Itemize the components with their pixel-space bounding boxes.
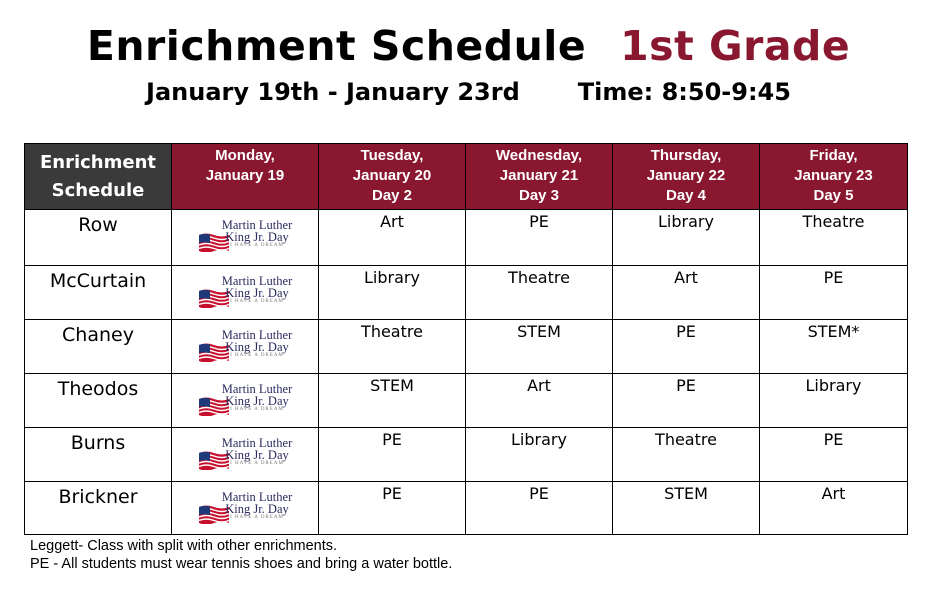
activity-cell: Library xyxy=(319,266,466,320)
corner-line: Enrichment xyxy=(39,151,157,173)
day-header-thursday xyxy=(613,144,760,210)
table-row xyxy=(25,482,908,535)
day-header-friday xyxy=(760,144,908,210)
activity-cell: Art xyxy=(613,266,760,320)
activity-cell: PE xyxy=(613,374,760,428)
page-title xyxy=(0,22,937,70)
corner-line: Schedule xyxy=(51,179,145,201)
activity-cell: STEM* xyxy=(760,320,908,374)
activity-cell: PE xyxy=(760,266,908,320)
activity-cell: PE xyxy=(466,482,613,535)
day-header-line: January 22 xyxy=(646,167,726,184)
holiday-tagline: I HAVE A DREAM xyxy=(230,407,284,412)
holiday-line: Martin Luther xyxy=(221,274,293,288)
day-header-line: January 20 xyxy=(352,167,432,184)
activity-cell: PE xyxy=(319,482,466,535)
teacher-name: Chaney xyxy=(25,320,172,374)
footnote: Leggett- Class with split with other enrichments. xyxy=(30,538,338,554)
holiday-cell xyxy=(172,266,319,320)
holiday-tagline: I HAVE A DREAM xyxy=(230,299,284,304)
table-header-row xyxy=(25,144,908,210)
day-header-line: January 19 xyxy=(205,167,285,184)
holiday-label xyxy=(208,437,306,467)
holiday-line: Martin Luther xyxy=(221,490,293,504)
activity-cell: PE xyxy=(319,428,466,482)
day-header-line: Day 2 xyxy=(371,187,413,204)
date-range: January 19th - January 23rd xyxy=(146,78,520,106)
activity-cell: Art xyxy=(319,210,466,266)
day-header-line: January 23 xyxy=(794,167,873,184)
activity-cell: Theatre xyxy=(319,320,466,374)
holiday-tagline: I HAVE A DREAM xyxy=(230,353,284,358)
holiday-line: Martin Luther xyxy=(221,382,293,396)
footnotes xyxy=(30,537,452,573)
holiday-line: King Jr. Day xyxy=(225,502,289,516)
mlk-day-logo xyxy=(172,428,318,480)
schedule-table xyxy=(24,143,908,535)
teacher-name: Theodos xyxy=(25,374,172,428)
activity-cell: Theatre xyxy=(466,266,613,320)
holiday-tagline: I HAVE A DREAM xyxy=(230,243,284,248)
teacher-name: Burns xyxy=(25,428,172,482)
table-row xyxy=(25,374,908,428)
holiday-cell xyxy=(172,320,319,374)
mlk-day-logo xyxy=(172,320,318,372)
activity-cell: STEM xyxy=(466,320,613,374)
holiday-label xyxy=(208,219,306,249)
activity-cell: Art xyxy=(466,374,613,428)
holiday-label xyxy=(208,383,306,413)
activity-cell: Library xyxy=(613,210,760,266)
table-row xyxy=(25,428,908,482)
day-header-line: Wednesday, xyxy=(495,147,583,164)
table-row xyxy=(25,320,908,374)
activity-cell: STEM xyxy=(613,482,760,535)
day-header-line: Monday, xyxy=(215,147,275,164)
grade-text: 1st Grade xyxy=(620,22,851,70)
activity-cell: Library xyxy=(760,374,908,428)
holiday-tagline: I HAVE A DREAM xyxy=(230,515,284,520)
holiday-line: King Jr. Day xyxy=(225,340,289,354)
activity-cell: Theatre xyxy=(760,210,908,266)
teacher-name: Brickner xyxy=(25,482,172,535)
activity-cell: Theatre xyxy=(613,428,760,482)
footnote: PE - All students must wear tennis shoes and bring a water bottle. xyxy=(30,556,453,572)
holiday-line: King Jr. Day xyxy=(225,230,289,244)
day-header-line: Day 4 xyxy=(665,187,707,204)
holiday-cell xyxy=(172,374,319,428)
table-row xyxy=(25,210,908,266)
holiday-tagline: I HAVE A DREAM xyxy=(230,461,284,466)
holiday-cell xyxy=(172,482,319,535)
day-header-line: January 21 xyxy=(499,167,579,184)
teacher-name: McCurtain xyxy=(25,266,172,320)
page-subtitle xyxy=(0,78,937,106)
title-text: Enrichment Schedule xyxy=(86,22,587,70)
holiday-line: Martin Luther xyxy=(221,436,293,450)
day-header-line: Day 3 xyxy=(518,187,560,204)
activity-cell: Library xyxy=(466,428,613,482)
activity-cell: Art xyxy=(760,482,908,535)
activity-cell: PE xyxy=(613,320,760,374)
mlk-day-logo xyxy=(172,266,318,318)
day-header-line: Day 5 xyxy=(813,187,854,204)
day-header-line: Tuesday, xyxy=(360,147,424,164)
holiday-line: Martin Luther xyxy=(221,328,293,342)
table-row xyxy=(25,266,908,320)
activity-cell: PE xyxy=(760,428,908,482)
activity-cell: STEM xyxy=(319,374,466,428)
holiday-label xyxy=(208,491,306,521)
holiday-label xyxy=(208,275,306,305)
day-header-line: Thursday, xyxy=(650,147,722,164)
corner-header xyxy=(25,144,172,210)
holiday-line: King Jr. Day xyxy=(225,448,289,462)
activity-cell: PE xyxy=(466,210,613,266)
mlk-day-logo xyxy=(172,482,318,534)
holiday-cell xyxy=(172,210,319,266)
holiday-cell xyxy=(172,428,319,482)
time-range: Time: 8:50-9:45 xyxy=(577,78,791,106)
holiday-line: King Jr. Day xyxy=(225,286,289,300)
mlk-day-logo xyxy=(172,374,318,426)
day-header-wednesday xyxy=(466,144,613,210)
holiday-line: King Jr. Day xyxy=(225,394,289,408)
teacher-name: Row xyxy=(25,210,172,266)
holiday-line: Martin Luther xyxy=(221,218,293,232)
holiday-label xyxy=(208,329,306,359)
mlk-day-logo xyxy=(172,210,318,262)
day-header-monday xyxy=(172,144,319,210)
day-header-tuesday xyxy=(319,144,466,210)
day-header-line: Friday, xyxy=(809,147,858,164)
